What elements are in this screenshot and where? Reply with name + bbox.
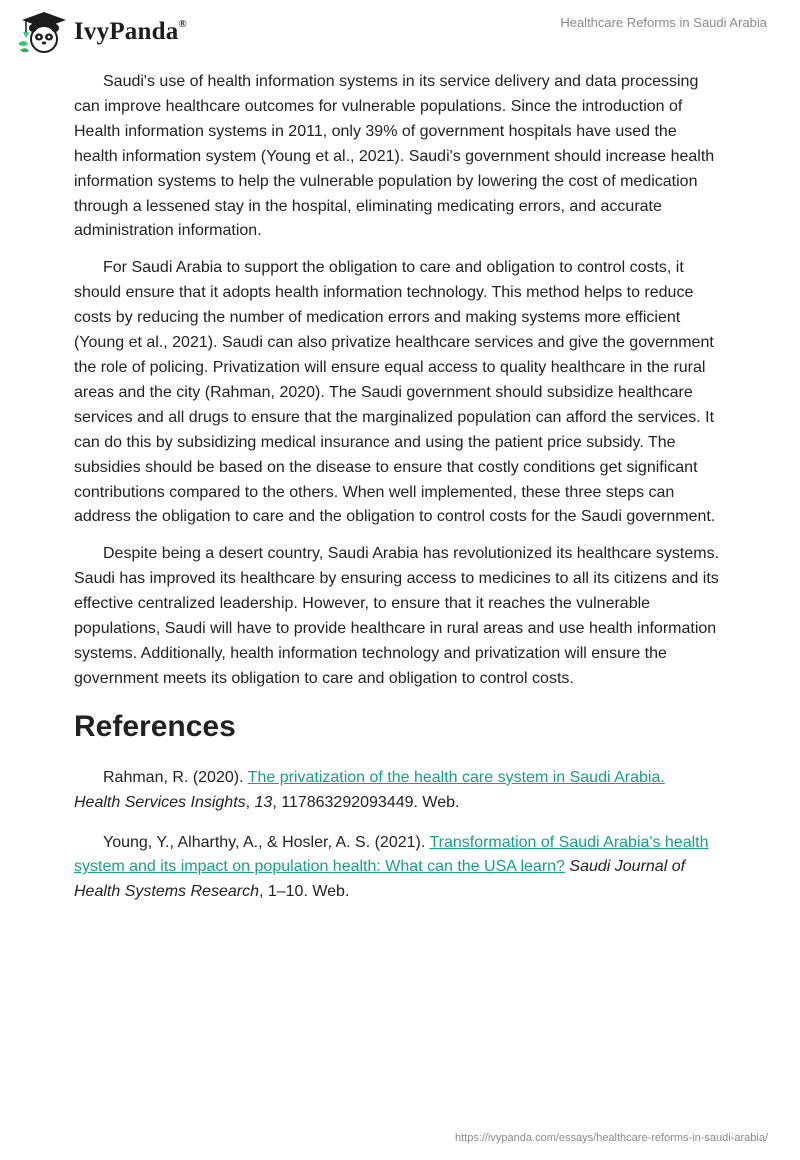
reference-link[interactable]: The privatization of the health care system in Saudi Arabia. <box>247 768 665 786</box>
document-title: Healthcare Reforms in Saudi Arabia <box>560 15 767 30</box>
footer-url: https://ivypanda.com/essays/healthcare-reforms-in-saudi-arabia/ <box>454 1132 768 1144</box>
reference-journal: Saudi Journal of Health Systems Research <box>74 858 686 901</box>
reference-separator: , <box>245 793 255 811</box>
reference-entry <box>74 766 724 816</box>
reference-authors: Rahman, R. (2020). <box>103 768 248 786</box>
reference-entry <box>74 831 724 906</box>
panda-mascot-icon <box>14 10 70 54</box>
body-paragraph: Saudi's use of health information systems in its service delivery and data processing can improve healthcare outcomes for vulnerable populations. Since the introduction of Health information systems in 2011, only 39% of government hospitals have used the health information system (Young et al., 2021). Saudi's government should increase health information systems to help the vulnerable population by lowering the cost of medication through a lessened stay in the hospital, eliminating medicating errors, and accurate administration information. <box>74 73 715 240</box>
reference-details: , 1–10. Web. <box>258 883 350 901</box>
body-paragraph: For Saudi Arabia to support the obligation to care and obligation to control costs, it should ensure that it adopts health information technology. This method helps to reduce costs by reducing the number of medication errors and making systems more efficient (Young et al., 2021). Saudi can also privatize healthcare services and give the government the role of policing. Privatization will ensure equal access to quality healthcare in the rural areas and the city (Rahman, 2020). The Saudi government should subsidize healthcare services and all drugs to ensure that the marginalized population can afford the services. It can do this by subsidizing medical insurance and using the patient price subsidy. The subsidies should be based on the disease to ensure that costly conditions get significant contributions compared to the others. When well implemented, these three steps can address the obligation to care and the obligation to control costs for the Saudi government. <box>74 259 716 526</box>
reference-details: , 117863292093449. Web. <box>272 793 460 811</box>
references-heading: References <box>74 709 236 743</box>
reference-link[interactable]: Transformation of Saudi Arabia's health system and its impact on population health: What can the USA learn? <box>74 833 709 876</box>
brand-name: IvyPanda® <box>74 17 187 45</box>
reference-journal: Health Services Insights <box>74 793 246 811</box>
reference-authors: Young, Y., Alharthy, A., & Hosler, A. S. (2021). <box>103 833 430 851</box>
essay-content <box>74 70 724 920</box>
body-paragraph: Despite being a desert country, Saudi Arabia has revolutionized its healthcare systems. Saudi has improved its healthcare by ensuring access to medicines to all its citizens and its effective centralized leadership. However, to ensure that it reaches the vulnerable populations, Saudi will have to provide healthcare in rural areas and use health information systems. Additionally, health information technology and privatization will ensure the government meets its obligation to care and obligation to control costs. <box>74 545 720 687</box>
ivypanda-logo[interactable] <box>14 8 187 56</box>
page-header <box>0 0 800 68</box>
reference-volume: 13 <box>254 793 273 811</box>
